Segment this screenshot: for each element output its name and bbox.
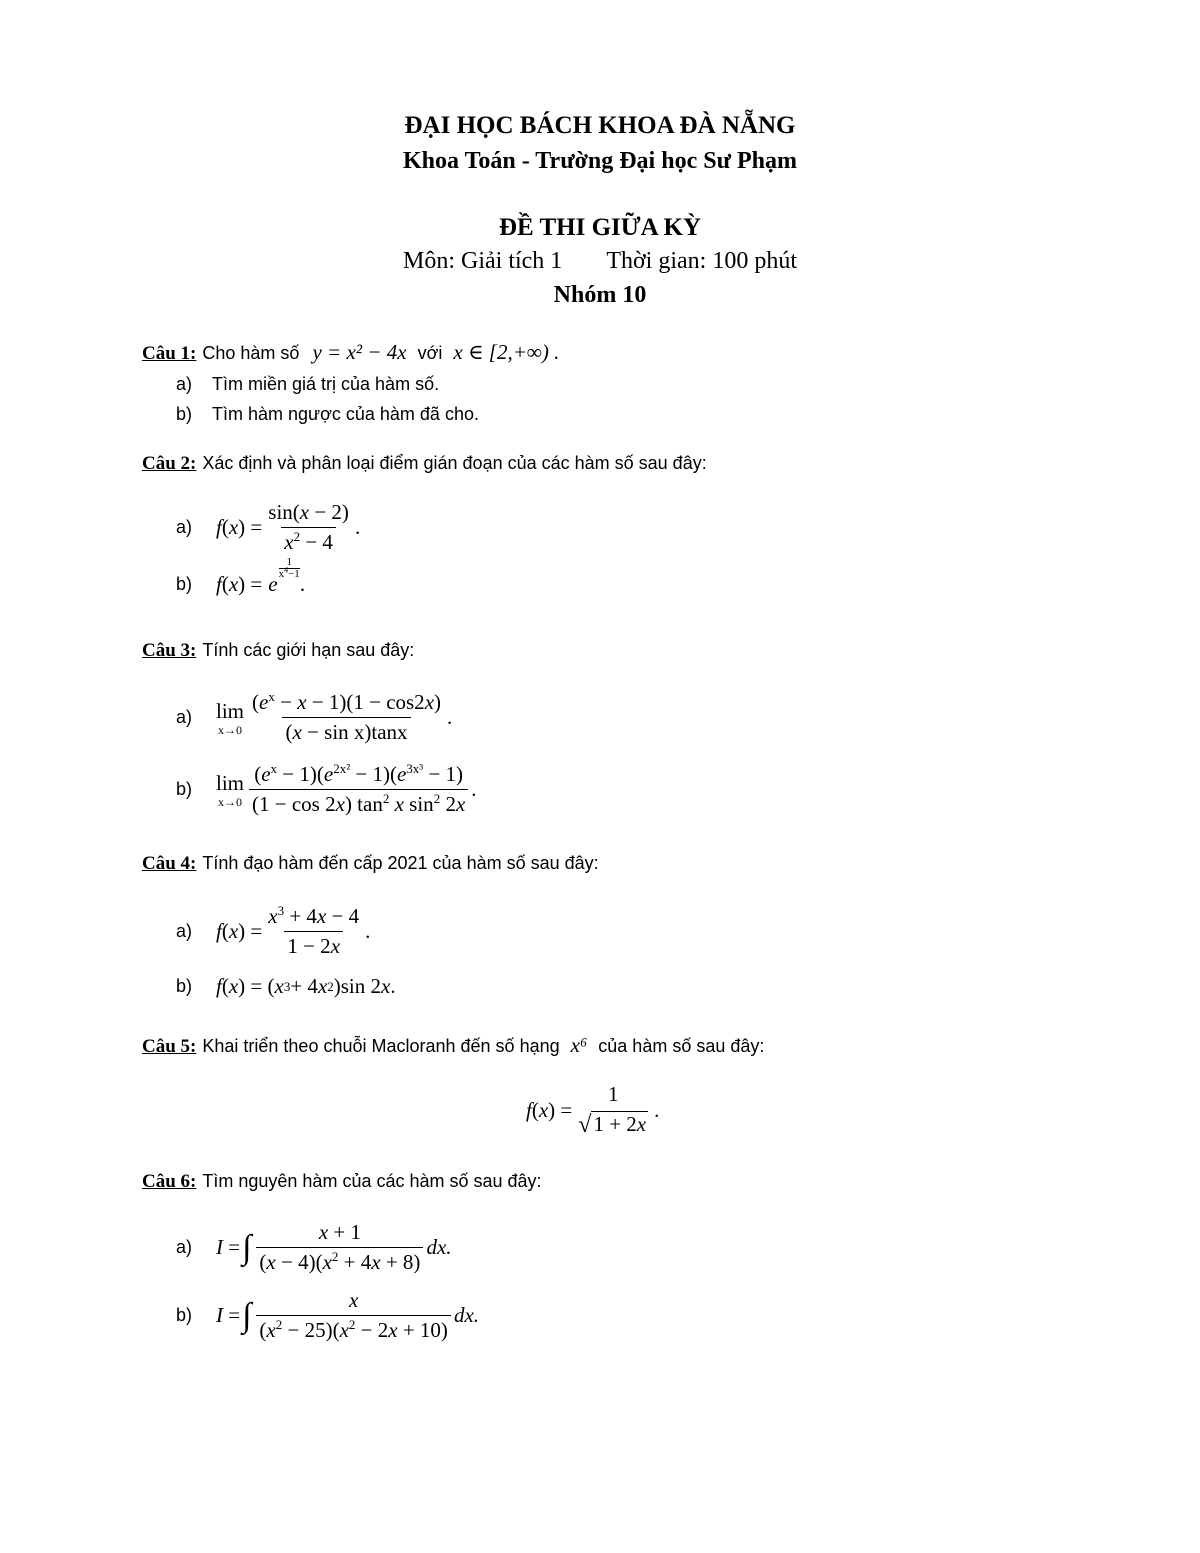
question-1-part-a bbox=[176, 374, 439, 395]
part-letter: b) bbox=[176, 404, 193, 424]
question-2-formula-b: b) f ( x ) = e 1 $x^4-1$ . bbox=[176, 556, 306, 596]
question-4-formula-a: a) f ( x ) = $\frac{x^3 + 4x - 4}{1 - 2x}$ . bbox=[176, 903, 371, 958]
question-2-formula-a: a) f ( x ) = $\frac{\sin(x - 2)}{x^2 - 4}$ . bbox=[176, 500, 361, 554]
question-1-label: Câu 1: bbox=[142, 343, 197, 364]
question-5-term: x⁶ bbox=[570, 1033, 588, 1057]
part-letter: b) bbox=[176, 779, 193, 799]
question-1-text: Cho hàm số bbox=[202, 343, 300, 363]
question-5-text2: của hàm số sau đây: bbox=[598, 1036, 765, 1056]
question-3-formula-b: b) lim x→0 $\frac{(e^x - 1)(e^{2x^2} - 1)(e^{3x^3} - 1)}{(1 - \cos 2x) \tan^2 x \sin^2 2x}$ . bbox=[176, 761, 477, 816]
question-6-formula-b: b) I = ∫ $\frac{x}{(x^2 - 25)(x^2 - 2x + 10)}$ dx. bbox=[176, 1288, 480, 1342]
part-letter: a) bbox=[176, 921, 193, 941]
question-6-text: Tìm nguyên hàm của các hàm số sau đây: bbox=[202, 1171, 542, 1191]
question-4-text: Tính đạo hàm đến cấp 2021 của hàm số sau đây: bbox=[202, 853, 599, 873]
question-1-formula: y = x² − 4x bbox=[312, 340, 407, 364]
question-5-text: Khai triển theo chuỗi Macloranh đến số hạng bbox=[202, 1036, 560, 1056]
part-letter: b) bbox=[176, 1305, 193, 1325]
question-2 bbox=[142, 453, 707, 475]
subject: Môn: Giải tích 1 bbox=[402, 248, 563, 274]
question-1-with: với bbox=[417, 343, 443, 363]
question-5 bbox=[142, 1033, 764, 1058]
question-3-label: Câu 3: bbox=[142, 640, 197, 661]
question-6-formula-a: a) I = ∫ $\frac{x + 1}{(x - 4)(x^2 + 4x + 8)}$ dx. bbox=[176, 1220, 452, 1274]
question-4-label: Câu 4: bbox=[142, 853, 197, 874]
question-6-label: Câu 6: bbox=[142, 1171, 197, 1192]
subject-line bbox=[0, 248, 1200, 275]
question-1-a-text: Tìm miền giá trị của hàm số. bbox=[212, 374, 440, 394]
question-5-label: Câu 5: bbox=[142, 1036, 197, 1057]
duration: Thời gian: 100 phút bbox=[606, 248, 797, 274]
part-letter: a) bbox=[176, 707, 193, 727]
question-1-part-b bbox=[176, 404, 479, 425]
question-3-text: Tính các giới hạn sau đây: bbox=[202, 640, 415, 660]
part-letter: a) bbox=[176, 517, 193, 537]
group-label: Nhóm 10 bbox=[553, 282, 647, 308]
part-letter: a) bbox=[176, 374, 193, 394]
question-2-text: Xác định và phân loại điểm gián đoạn của các hàm số sau đây: bbox=[202, 453, 707, 473]
question-5-formula: f ( x ) = 1 √ 1 + 2x . bbox=[526, 1082, 660, 1138]
part-letter: a) bbox=[176, 1237, 193, 1257]
question-6 bbox=[142, 1171, 542, 1193]
question-1-domain: x ∈ [2,+∞) . bbox=[453, 340, 560, 364]
question-3 bbox=[142, 640, 414, 662]
university-name: ĐẠI HỌC BÁCH KHOA ĐÀ NẴNG bbox=[404, 112, 796, 139]
question-1-b-text: Tìm hàm ngược của hàm đã cho. bbox=[212, 404, 479, 424]
part-letter: b) bbox=[176, 976, 193, 996]
faculty-name: Khoa Toán - Trường Đại học Sư Phạm bbox=[403, 148, 797, 174]
exam-title: ĐỀ THI GIỮA KỲ bbox=[498, 214, 702, 241]
question-2-label: Câu 2: bbox=[142, 453, 197, 474]
question-1 bbox=[142, 340, 559, 365]
question-4 bbox=[142, 853, 599, 875]
part-letter: b) bbox=[176, 574, 193, 594]
question-4-formula-b: b) f ( x ) = ( x 3 + 4 x 2 )sin 2 x . bbox=[176, 974, 396, 998]
question-3-formula-a: a) lim x→0 $\frac{(e^x - x - 1)(1 - \cos 2x)}{\text{(x − sin x)tanx}}$ . bbox=[176, 689, 453, 744]
